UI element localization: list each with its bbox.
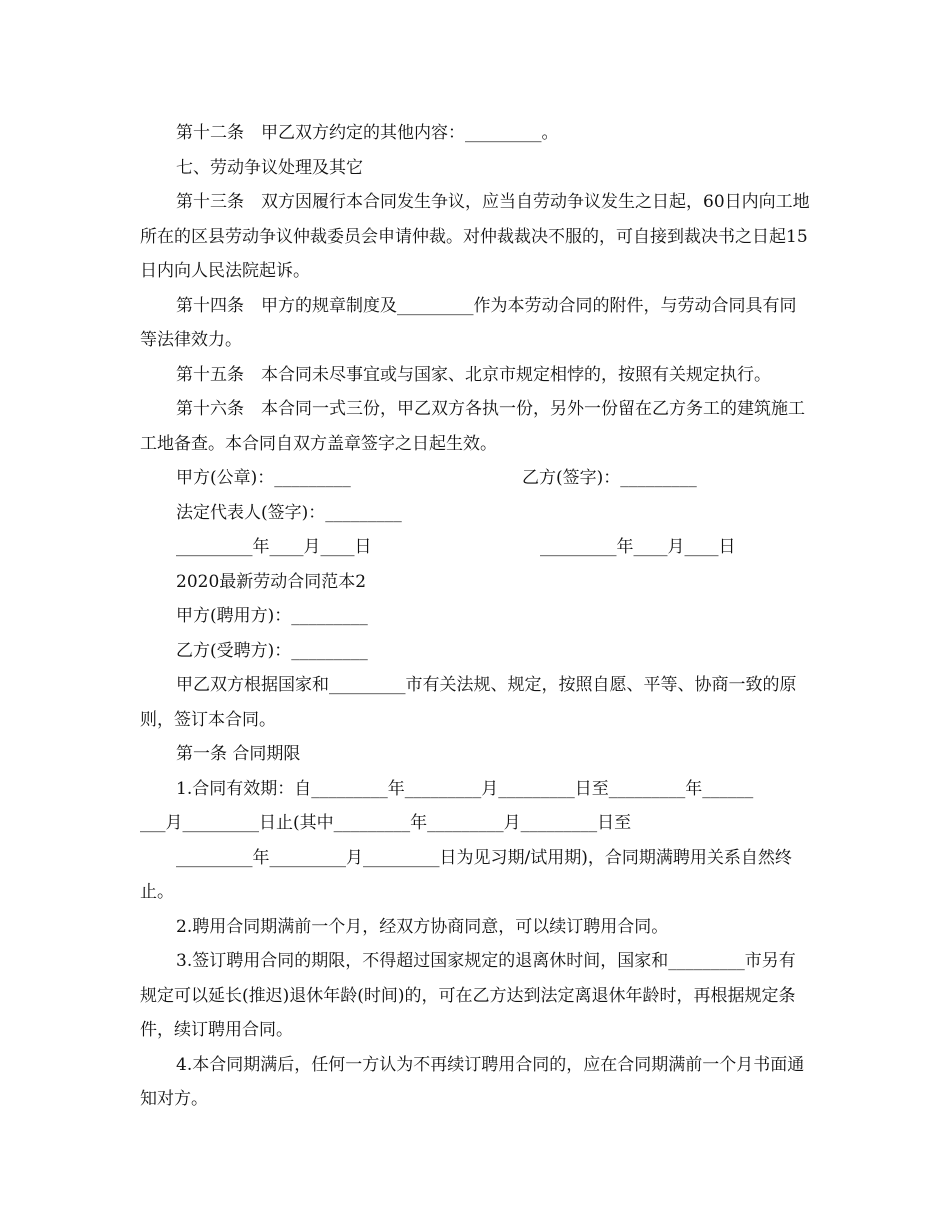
article-1-heading: 第一条 合同期限 (176, 744, 301, 764)
clause-14: 第十四条 甲方的规章制度及_________作为本劳动合同的附件，与劳动合同具有同等法律效力。 (140, 295, 797, 350)
contract-2-title: 2020最新劳动合同范本2 (176, 571, 367, 592)
item-2: 2.聘用合同期满前一个月，经双方协商同意，可以续订聘用合同。 (176, 916, 669, 937)
section-7-heading: 七、劳动争议处理及其它 (176, 157, 363, 178)
document-body (140, 116, 812, 1117)
clause-16: 第十六条 本合同一式三份，甲乙双方各执一份，另外一份留在乙方务工的建筑施工工地备查。本合同自双方盖章签字之日起生效。 (140, 399, 805, 454)
date-row (140, 530, 812, 565)
item-1-line-3: _________年_________月_________日为见习期/试用期)，合同期满聘用关系自然终止。 (140, 847, 792, 902)
legal-rep-row (140, 496, 812, 531)
date-party-b: _________年____月____日 (540, 537, 736, 557)
item-1-line-2: ___月_________日止(其中_________年_________月_________日至 (140, 813, 632, 833)
clause-15: 第十五条 本合同未尽事宜或与国家、北京市规定相悖的，按照有关规定执行。 (176, 364, 771, 385)
legal-representative: 法定代表人(签字)：_________ (176, 502, 402, 523)
item-1-line-1: 1.合同有效期：自_________年_________月_________日至_________年______ (176, 778, 754, 799)
intro-paragraph: 甲乙双方根据国家和_________市有关法规、规定，按照自愿、平等、协商一致的原则，签订本合同。 (140, 675, 797, 730)
party-b-signature: 乙方(签字)：_________ (522, 468, 697, 488)
date-party-a: _________年____月____日 (176, 537, 372, 557)
item-4: 4.本合同期满后，任何一方认为不再续订聘用合同的，应在合同期满前一个月书面通知对方。 (140, 1054, 805, 1109)
clause-13: 第十三条 双方因履行本合同发生争议，应当自劳动争议发生之日起，60日内向工地所在的区县劳动争议仲裁委员会申请仲裁。对仲裁裁决不服的，可自接到裁决书之日起15日内向人民法院起诉。 (140, 192, 810, 281)
signature-row (140, 461, 812, 496)
employee-field: 乙方(受聘方)：_________ (176, 640, 368, 661)
party-a-seal: 甲方(公章)：_________ (176, 468, 351, 488)
item-3: 3.签订聘用合同的期限，不得超过国家规定的退离休时间，国家和_________市另有规定可以延长(推迟)退休年龄(时间)的，可在乙方达到法定离退休年龄时，再根据规定条件，续订聘用合同。 (140, 951, 796, 1040)
clause-12: 第十二条 甲乙双方约定的其他内容：_________。 (176, 123, 559, 143)
employer-field: 甲方(聘用方)：_________ (176, 606, 368, 626)
